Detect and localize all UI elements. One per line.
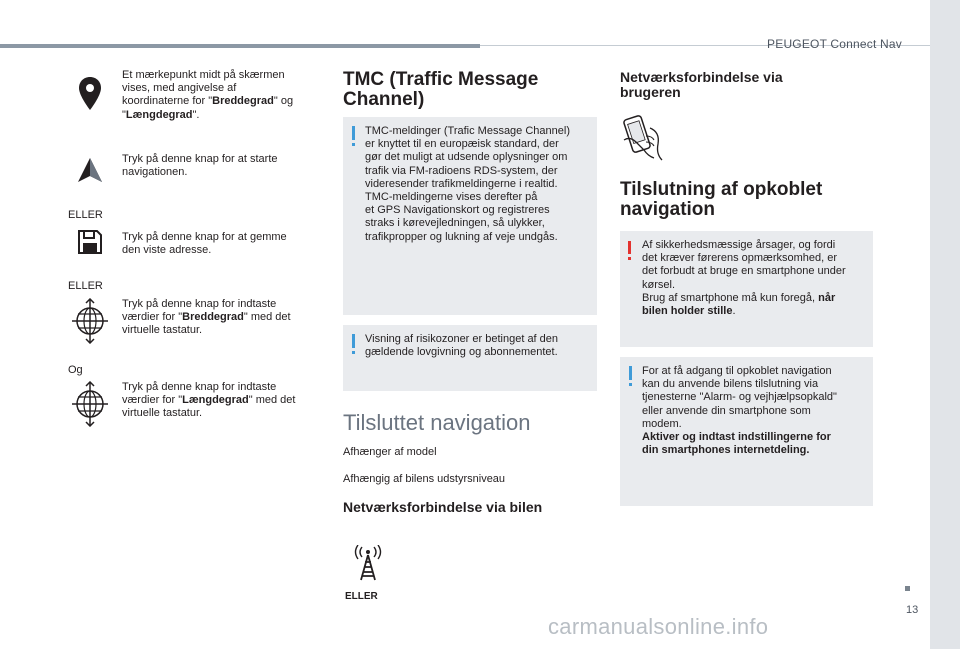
safety-warning-box: Af sikkerhedsmæssige årsager, og fordi det kræver førerens opmærksomhed, er det forbudt at bruge en smartphone under kørsel. Brug af smartphone må kun foregå, når bilen holder stille. [620, 231, 873, 347]
save-address-description: Tryk på denne knap for at gemme den viste adresse. [122, 231, 287, 257]
location-pin-icon [78, 76, 102, 112]
risk-zone-info-box: Visning af risikozoner er betinget af den gældende lovgivning og abonnementet. [343, 325, 597, 391]
eller-label-1: ELLER [68, 209, 103, 221]
save-icon[interactable] [77, 229, 103, 255]
og-label: Og [68, 364, 83, 376]
eller-label-2: ELLER [68, 280, 103, 292]
depends-on-equipment: Afhængig af bilens udstyrsniveau [343, 473, 506, 485]
header-rule-thick [0, 44, 480, 48]
network-via-car-title: Netværksforbindelse via bilen [343, 499, 543, 515]
latitude-input-description: Tryk på denne knap for indtaste værdier for "Breddegrad" med det virtuelle tastatur. [122, 298, 291, 337]
eller-bold-label: ELLER [345, 591, 378, 602]
pin-description: Et mærkepunkt midt på skærmen vises, med angivelse af koordinaterne for "Breddegrad" og "Længdegrad". [122, 69, 294, 121]
smartphone-hand-icon [622, 114, 668, 162]
antenna-icon [353, 545, 383, 581]
connection-info-box: For at få adgang til opkoblet navigation kan du anvende bilens tilslutning via tjenesterne "Alarm- og vejhjælpsopkald" eller anvende din smartphone som modem. Aktiver og indtast indstillingerne for din smartphones internetdeling. [620, 357, 873, 506]
info-icon [629, 366, 632, 380]
watermark: carmanualsonline.info [548, 614, 769, 639]
side-strip [930, 0, 960, 649]
connect-navigation-title: Tilslutning af opkoblet navigation [620, 179, 823, 220]
navigation-arrow-icon[interactable] [76, 156, 104, 184]
warning-icon [628, 241, 631, 254]
info-icon [352, 126, 355, 140]
info-icon [352, 334, 355, 348]
page-number: 13 [906, 604, 919, 616]
network-via-user-title: Netværksforbindelse via brugeren [620, 69, 783, 100]
longitude-input-description: Tryk på denne knap for indtaste værdier for "Længdegrad" med det virtuelle tastatur. [122, 381, 296, 420]
tmc-info-box: TMC-meldinger (Trafic Message Channel) er knyttet til en europæisk standard, der gør det muligt at udsende oplysninger om trafik via FM-radioens RDS-system, der videresender trafikmeldingerne i realtid. TMC-meldingerne vises derefter på et GPS Navigationskort og registreres straks i kørevejledningen, så ulykker, trafikpropper og lukning af veje undgås. [343, 117, 597, 315]
tmc-title: TMC (Traffic Message Channel) [343, 69, 539, 110]
start-navigation-description: Tryk på denne knap for at starte navigationen. [122, 153, 278, 179]
end-marker [905, 586, 910, 591]
globe-latitude-icon[interactable] [72, 298, 108, 344]
connected-navigation-title: Tilsluttet navigation [343, 410, 531, 435]
page-header-title: PEUGEOT Connect Nav [767, 37, 902, 51]
globe-longitude-icon[interactable] [72, 381, 108, 427]
depends-on-model: Afhænger af model [343, 446, 437, 458]
